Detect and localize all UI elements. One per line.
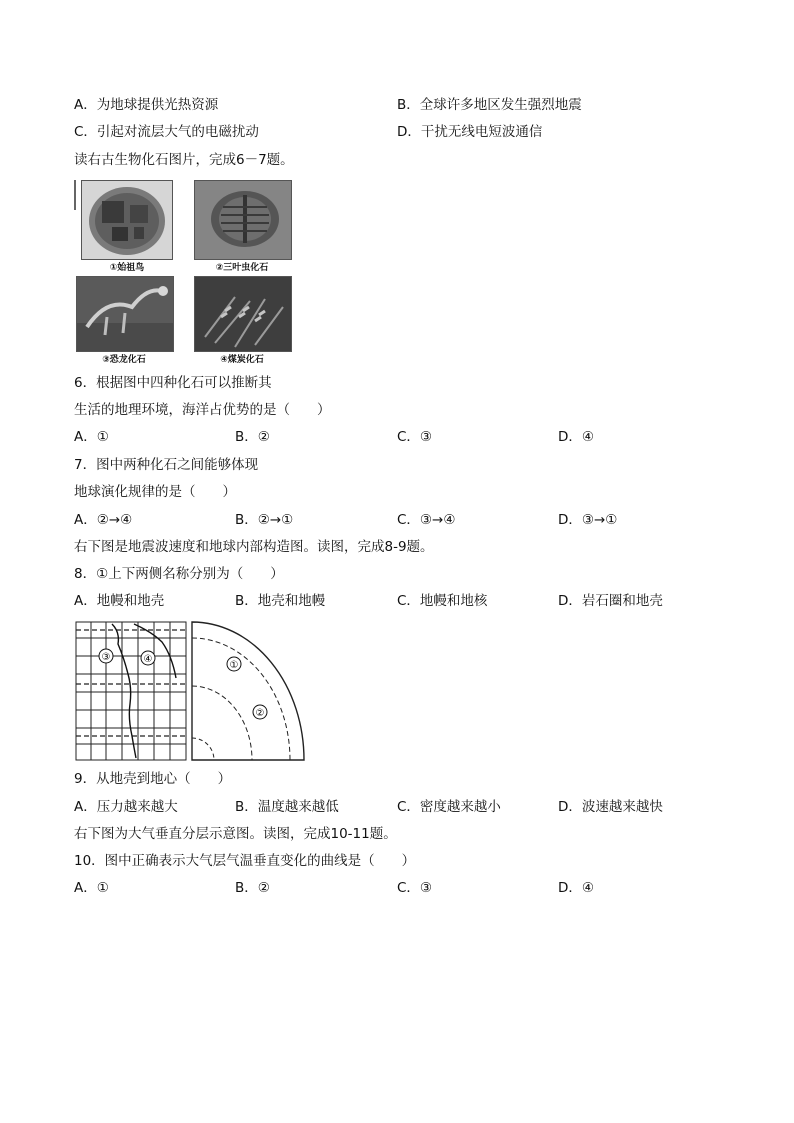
fossil-caption-3: ③恐龙化石 [102, 355, 146, 365]
q7-option-a: A．②→④ [74, 512, 133, 528]
q9-stem: 9．从地壳到地心（ ） [74, 771, 232, 787]
intro-8-9: 右下图是地震波速度和地球内部构造图。读图，完成8-9题。 [74, 539, 434, 555]
intro-10-11: 右下图为大气垂直分层示意图。读图，完成10-11题。 [74, 826, 397, 842]
q10-option-c: C．③ [397, 880, 433, 896]
marker-1 [227, 657, 241, 671]
q8-option-d: D．岩石圈和地壳 [558, 593, 663, 609]
q7-stem-line2: 地球演化规律的是（ ） [74, 484, 236, 500]
fossil-caption-2: ②三叶虫化石 [215, 263, 269, 273]
archaeopteryx-photo [81, 180, 173, 260]
trilobite-photo [194, 180, 292, 260]
marker-4 [141, 651, 155, 665]
figure-edge-mark [74, 180, 76, 210]
q9-option-a: A．压力越来越大 [74, 799, 178, 815]
q5-option-a: A．为地球提供光热资源 [74, 97, 219, 113]
q7-option-b: B．②→① [235, 512, 294, 528]
q5-option-b: B．全球许多地区发生强烈地震 [397, 97, 582, 113]
intro-6-7: 读右古生物化石图片，完成6－7题。 [74, 152, 294, 168]
q9-option-d: D．波速越来越快 [558, 799, 663, 815]
q8-option-a: A．地幔和地壳 [74, 593, 165, 609]
q10-option-a: A．① [74, 880, 109, 896]
q7-option-c: C．③→④ [397, 512, 456, 528]
q9-option-c: C．密度越来越小 [397, 799, 501, 815]
fossil-figure [74, 178, 296, 366]
fossil-caption-1: ①始祖鸟 [109, 263, 145, 273]
svg-text:①: ① [229, 660, 239, 671]
coal-fossil-photo [194, 276, 292, 352]
wave-curve-3 [112, 624, 136, 758]
q8-option-b: B．地壳和地幔 [235, 593, 326, 609]
q9-option-b: B．温度越来越低 [235, 799, 339, 815]
q8-stem: 8．①上下两侧名称分别为（ ） [74, 566, 284, 582]
seismic-diagram [72, 618, 312, 764]
q8-option-c: C．地幔和地核 [397, 593, 488, 609]
q5-option-c: C．引起对流层大气的电磁扰动 [74, 124, 259, 140]
q6-option-b: B．② [235, 429, 270, 445]
q7-stem-line1: 7．图中两种化石之间能够体现 [74, 457, 259, 473]
svg-text:③: ③ [101, 652, 111, 663]
q6-stem-line1: 6．根据图中四种化石可以推断其 [74, 375, 272, 391]
marker-3 [99, 649, 113, 663]
q5-option-d: D．干扰无线电短波通信 [397, 124, 543, 140]
fossil-caption-4: ④煤炭化石 [220, 355, 264, 365]
marker-2 [253, 705, 267, 719]
q10-option-d: D．④ [558, 880, 594, 896]
dinosaur-photo [76, 276, 174, 352]
q10-stem: 10．图中正确表示大气层气温垂直变化的曲线是（ ） [74, 853, 416, 869]
q7-option-d: D．③→① [558, 512, 618, 528]
q6-option-a: A．① [74, 429, 109, 445]
svg-text:②: ② [255, 708, 265, 719]
q6-stem-line2: 生活的地理环境，海洋占优势的是（ ） [74, 402, 331, 418]
q6-option-d: D．④ [558, 429, 594, 445]
earth-quadrant [192, 622, 304, 760]
svg-text:④: ④ [143, 654, 153, 665]
q6-option-c: C．③ [397, 429, 433, 445]
q10-option-b: B．② [235, 880, 270, 896]
